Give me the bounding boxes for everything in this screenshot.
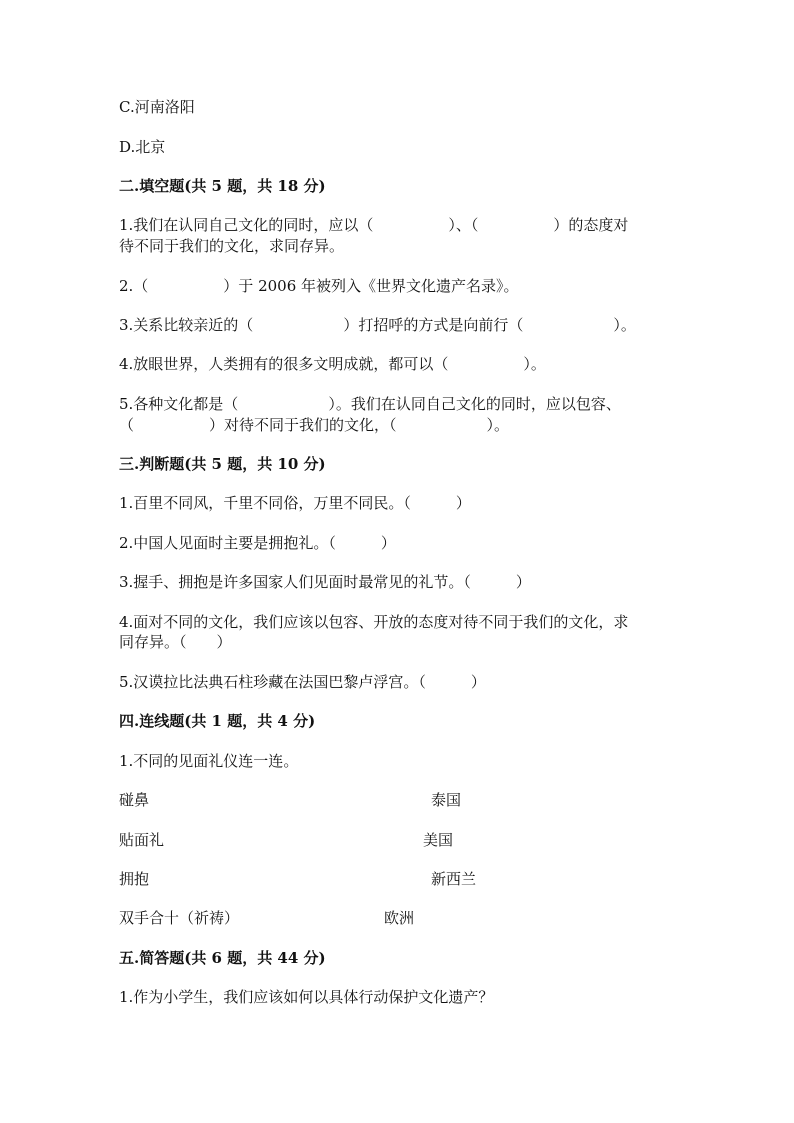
match-q1: 1.不同的见面礼仪连一连。 [119, 752, 299, 770]
match-right-item: 美国 [423, 831, 454, 849]
judge-q4-line1: 4.面对不同的文化，我们应该以包容、开放的态度对待不同于我们的文化，求 [119, 613, 629, 631]
judge-q4-line2: 同存异。（ ） [119, 633, 232, 651]
fill-q5-line2: （ ）对待不同于我们的文化，（ ）。 [119, 416, 510, 434]
fill-q1-line1: 1.我们在认同自己文化的同时，应以（ ）、（ ）的态度对 [119, 216, 629, 234]
short-answer-q1: 1.作为小学生，我们应该如何以具体行动保护文化遗产？ [119, 988, 494, 1006]
fill-q4: 4.放眼世界，人类拥有的很多文明成就，都可以（ ）。 [119, 355, 546, 373]
judge-q5: 5.汉谟拉比法典石柱珍藏在法国巴黎卢浮宫。（ ） [119, 673, 486, 691]
section-heading-fill-blank: 二.填空题(共 5 题，共 18 分) [119, 177, 326, 195]
judge-q1: 1.百里不同风，千里不同俗，万里不同民。（ ） [119, 494, 471, 512]
fill-q5-line1: 5.各种文化都是（ ）。我们在认同自己文化的同时，应以包容、 [119, 395, 621, 413]
judge-q2: 2.中国人见面时主要是拥抱礼。（ ） [119, 534, 396, 552]
match-right-item: 欧洲 [384, 909, 415, 927]
match-left-item: 碰鼻 [119, 791, 150, 809]
match-left-item: 贴面礼 [119, 831, 165, 849]
fill-q3: 3.关系比较亲近的（ ）打招呼的方式是向前行（ ）。 [119, 316, 636, 334]
section-heading-short-answer: 五.简答题(共 6 题，共 44 分) [119, 949, 326, 967]
match-right-item: 新西兰 [431, 870, 477, 888]
option-d: D.北京 [119, 138, 166, 156]
fill-q2: 2.（ ）于 2006 年被列入《世界文化遗产名录》。 [119, 277, 519, 295]
judge-q3: 3.握手、拥抱是许多国家人们见面时最常见的礼节。（ ） [119, 573, 531, 591]
section-heading-matching: 四.连线题(共 1 题，共 4 分) [119, 712, 316, 730]
fill-q1-line2: 待不同于我们的文化，求同存异。 [119, 237, 345, 255]
match-left-item: 双手合十（祈祷） [119, 909, 240, 927]
match-left-item: 拥抱 [119, 870, 150, 888]
section-heading-true-false: 三.判断题(共 5 题，共 10 分) [119, 455, 326, 473]
match-right-item: 泰国 [431, 791, 462, 809]
option-c: C.河南洛阳 [119, 98, 195, 116]
